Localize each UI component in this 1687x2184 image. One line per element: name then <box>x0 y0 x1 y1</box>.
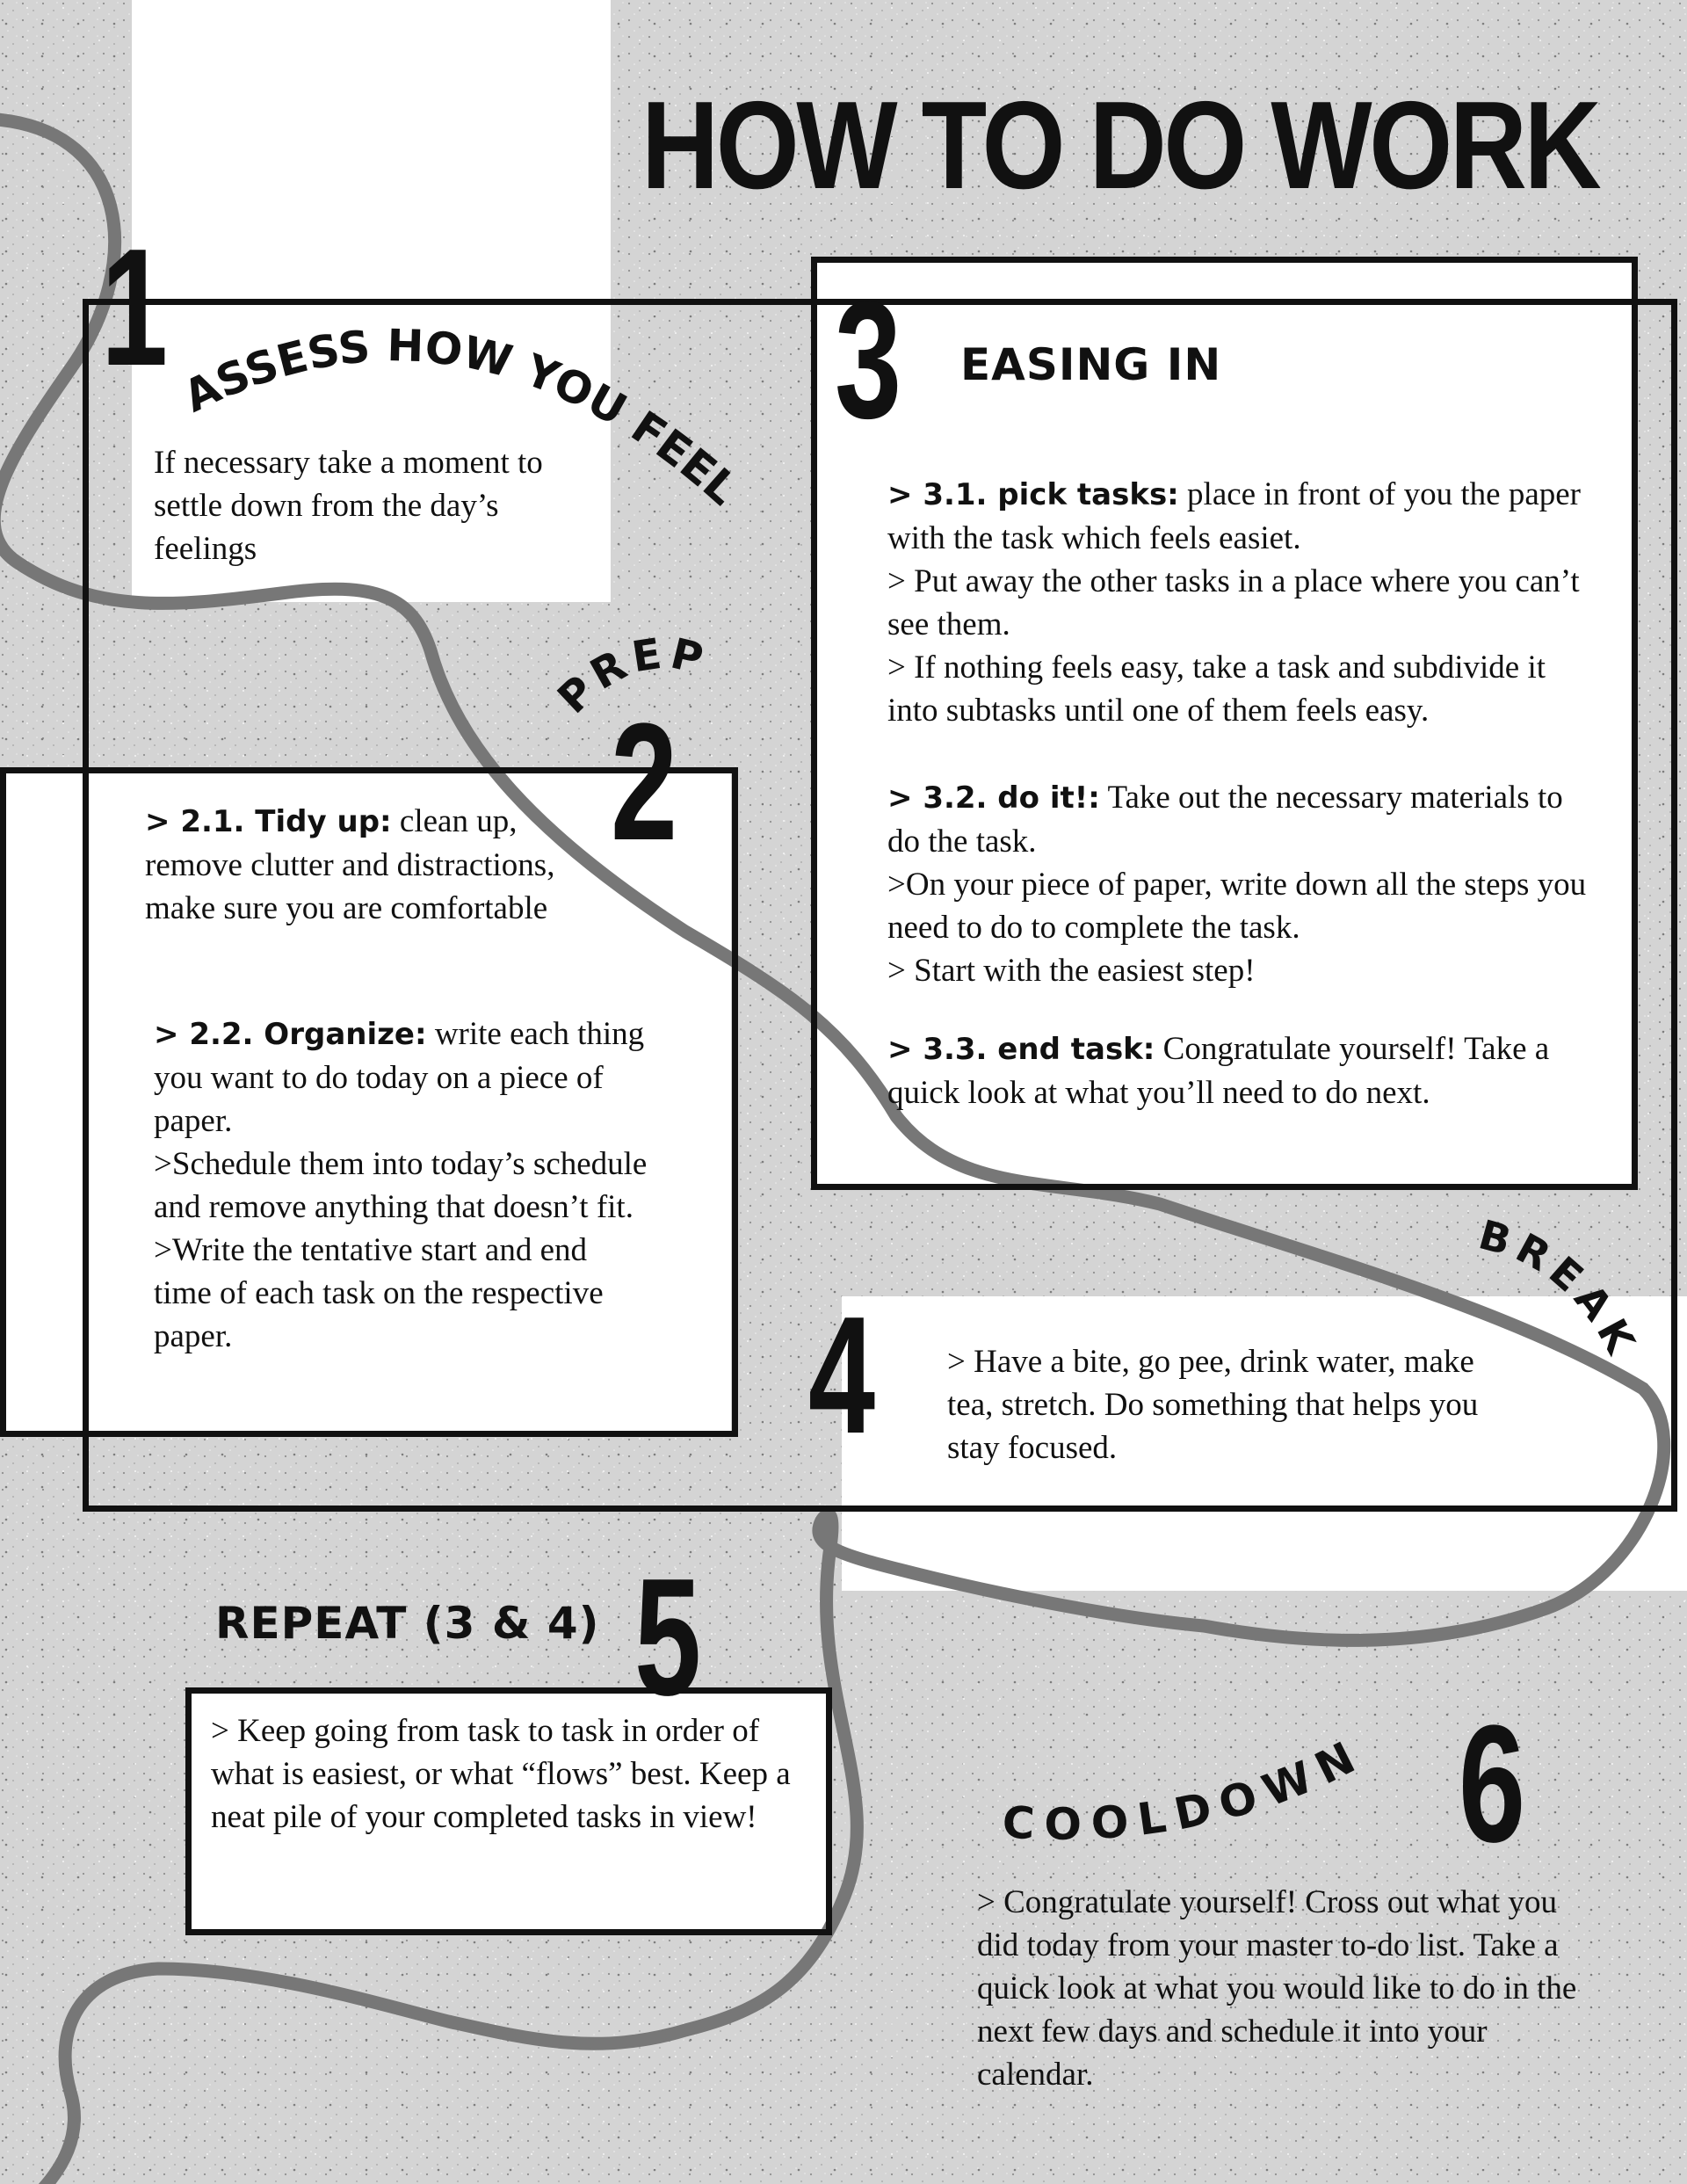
step3-item-2-label: > 3.2. do it!: <box>887 780 1100 816</box>
step3-item-1-text: place in front of you the paper with the task which feels easiet. <box>887 476 1581 556</box>
step2-number: 2 <box>611 689 678 875</box>
step3-item-1 <box>887 473 1590 560</box>
step3-item-1-label: > 3.1. pick tasks: <box>887 477 1179 512</box>
step2-body <box>154 1012 650 1358</box>
step5-number: 5 <box>634 1544 702 1731</box>
step6-text: > Congratulate yourself! Cross out what you did today from your master to-do list. Take a quick look at what you would like to do in the next few days and schedule it into your calendar. <box>977 1884 1577 2093</box>
step2-item-2-label: > 2.2. Organize: <box>154 1017 427 1052</box>
step3-number: 3 <box>835 267 902 453</box>
step1-heading: ASSESS HOW YOU FEEL <box>176 320 749 516</box>
step3-line: >On your piece of paper, write down all the steps you need to do to complete the task. <box>887 867 1587 946</box>
step3-item-2-text: Take out the necessary materials to do the task. <box>887 780 1563 860</box>
step2-item-1 <box>145 800 558 930</box>
step5-heading: REPEAT (3 & 4) <box>215 1598 600 1649</box>
step3-line: > Put away the other tasks in a place where you can’t see them. <box>887 563 1580 642</box>
step4-heading: BREAK <box>1473 1210 1647 1368</box>
step1-number: 1 <box>101 214 169 401</box>
step2-heading: PREP <box>548 628 713 724</box>
step3-item-3 <box>887 1027 1590 1114</box>
step2-item-1-label: > 2.1. Tidy up: <box>145 804 392 839</box>
step2-item-2 <box>154 1012 650 1143</box>
step2-line: >Write the tentative start and end time of each task on the respective paper. <box>154 1232 604 1354</box>
step6-number: 6 <box>1459 1691 1526 1877</box>
step2-item-2-text: write each thing you want to do today on a piece of paper. <box>154 1016 645 1139</box>
step1-text: If necessary take a moment to settle down from the day’s feelings <box>154 445 543 567</box>
step3-item-2 <box>887 776 1590 863</box>
step3-item-3-label: > 3.3. end task: <box>887 1032 1155 1067</box>
page-title: HOW TO DO WORK <box>641 76 1599 215</box>
step6-heading: COOLDOWN <box>1001 1727 1372 1850</box>
step4-text: > Have a bite, go pee, drink water, make tea, stretch. Do something that helps you stay focused. <box>947 1344 1479 1466</box>
step3-body <box>887 473 1590 1114</box>
step5-text: > Keep going from task to task in order of what is easiest, or what “flows” best. Keep a neat pile of your completed tasks in view! <box>211 1713 791 1835</box>
step3-line: > If nothing feels easy, take a task and subdivide it into subtasks until one of them feels easy. <box>887 649 1546 729</box>
step3-line: > Start with the easiest step! <box>887 953 1256 989</box>
step2-line: >Schedule them into today’s schedule and remove anything that doesn’t fit. <box>154 1146 648 1225</box>
step3-item-3-text: Congratulate yourself! Take a quick look at what you’ll need to do next. <box>887 1031 1550 1111</box>
step3-heading: EASING IN <box>960 339 1222 390</box>
step2-item-1-text: clean up, remove clutter and distractions, make sure you are comfortable <box>145 803 555 926</box>
step4-number: 4 <box>808 1282 876 1469</box>
